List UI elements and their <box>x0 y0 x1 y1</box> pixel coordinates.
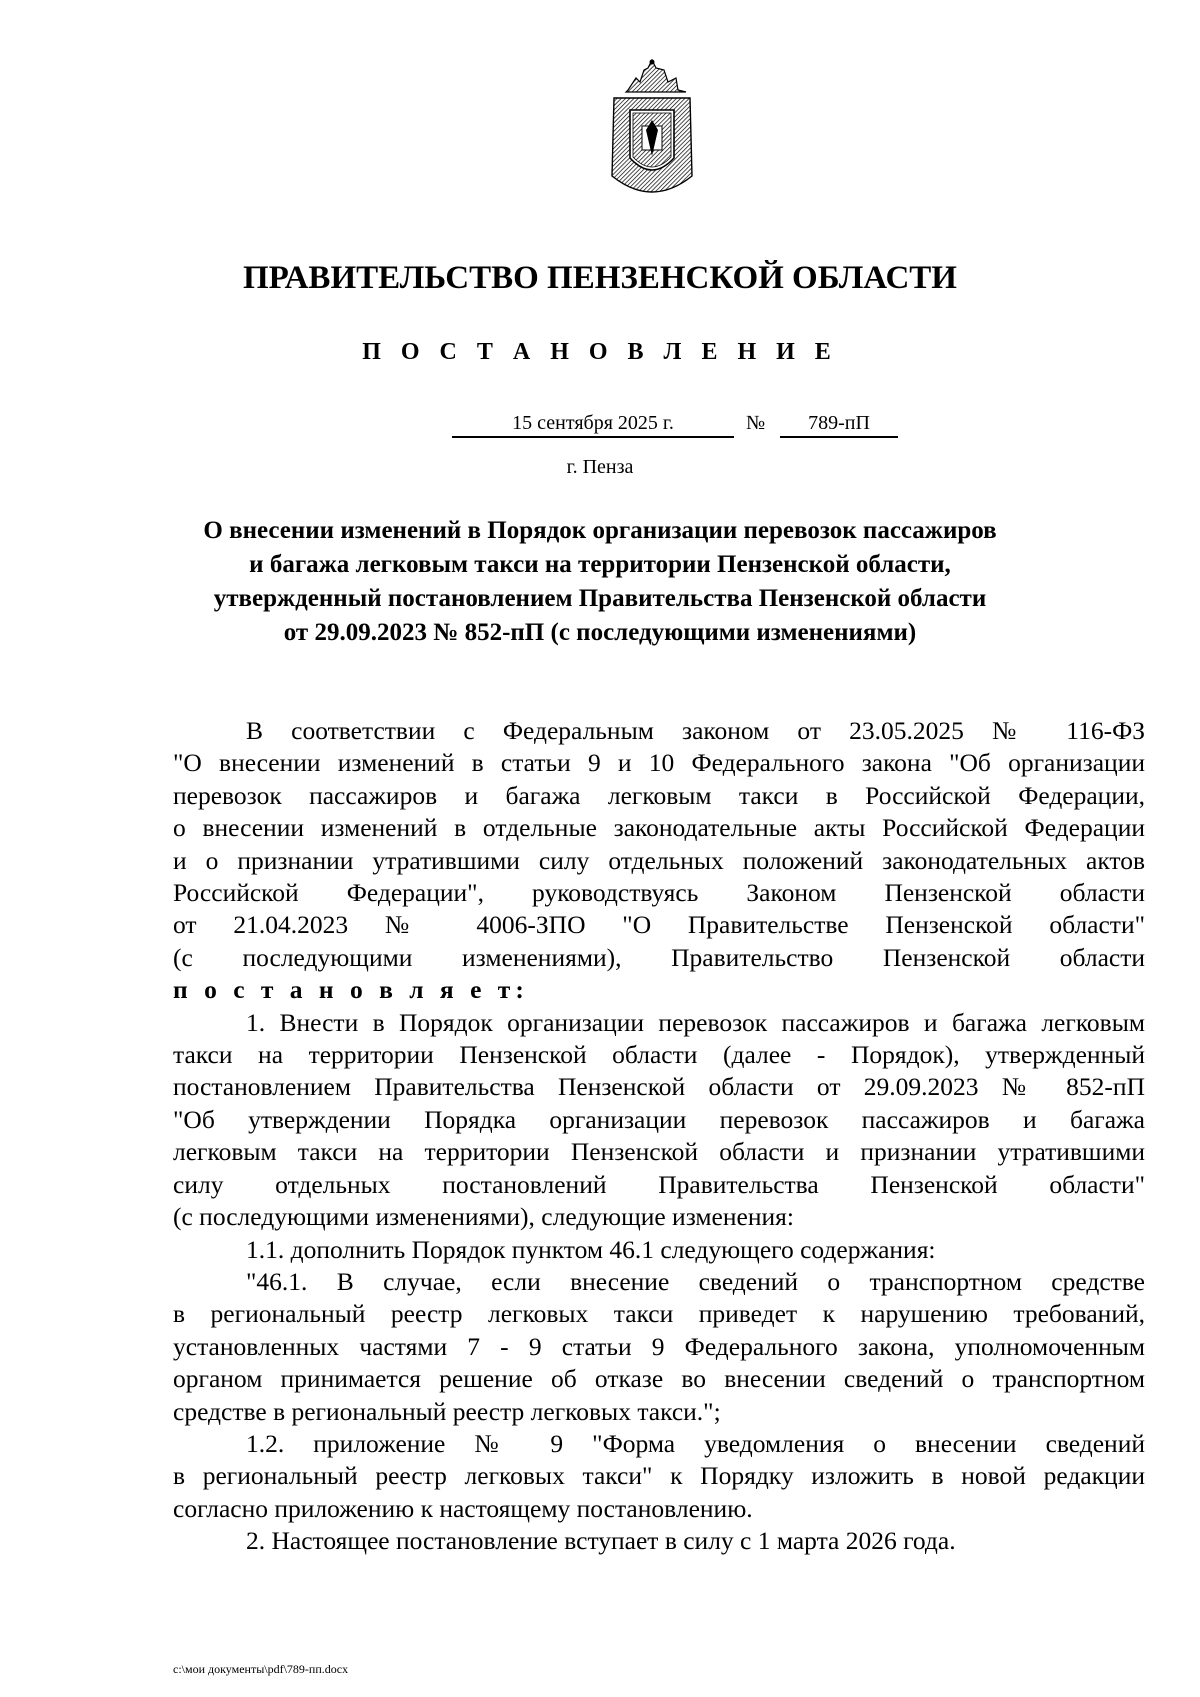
body-line: установленных частями 7 - 9 статьи 9 Федерального закона, уполномоченным <box>173 1331 1145 1361</box>
preamble-paragraph <box>173 715 1145 1007</box>
body-line: (с последующими изменениями), Правительство Пензенской области <box>173 942 1145 972</box>
body-line: Российской Федерации", руководствуясь Законом Пензенской области <box>173 878 1145 908</box>
body-line: и о признании утратившими силу отдельных положений законодательных актов <box>173 845 1145 875</box>
body-line: 2. Настоящее постановление вступает в силу с 1 марта 2026 года. <box>246 1526 956 1556</box>
item-1-2-paragraph <box>173 1428 1145 1525</box>
body-line: согласно приложению к настоящему постановлению. <box>173 1493 753 1523</box>
document-number: 789-пП <box>780 410 898 438</box>
body-line: легковым такси на территории Пензенской области и признании утратившими <box>173 1137 1145 1167</box>
item-1-paragraph <box>173 1007 1145 1234</box>
body-line: в региональный реестр легковых такси" к Порядку изложить в новой редакции <box>173 1461 1145 1491</box>
subject-line: от 29.09.2023 № 852-пП (с последующими изменениями) <box>283 619 917 646</box>
subject-line: утвержденный постановлением Правительства Пензенской области <box>213 585 987 612</box>
body-line: "О внесении изменений в статьи 9 и 10 Федерального закона "Об организации <box>173 748 1145 778</box>
document-subject <box>160 514 1040 650</box>
body-line: 1.1. дополнить Порядок пунктом 46.1 следующего содержания: <box>246 1234 936 1264</box>
document-type: П О С Т А Н О В Л Е Н И Е <box>362 339 838 365</box>
item-1-1-paragraph <box>173 1234 1145 1266</box>
coat-of-arms-icon <box>606 58 698 208</box>
body-line: "Об утверждении Порядка организации перевозок пассажиров и багажа <box>173 1104 1145 1134</box>
body-line: от 21.04.2023 № 4006-ЗПО "О Правительстве Пензенской области" <box>173 910 1145 940</box>
resolves-word: п о с т а н о в л я е т: <box>173 975 529 1005</box>
body-line: 1. Внести в Порядок организации перевозок пассажиров и багажа легковым <box>246 1007 1145 1037</box>
body-line: В соответствии с Федеральным законом от 23.05.2025 № 116-ФЗ <box>246 716 1145 745</box>
body-line: такси на территории Пензенской области (далее - Порядок), утвержденный <box>173 1040 1145 1070</box>
body-line: перевозок пассажиров и багажа легковым такси в Российской Федерации, <box>173 780 1145 810</box>
file-path: c:\мои документы\pdf\789-пп.docx <box>173 1662 349 1676</box>
body-line: силу отдельных постановлений Правительства Пензенской области" <box>173 1169 1145 1199</box>
body-line: "46.1. В случае, если внесение сведений о транспортном средстве <box>246 1266 1145 1296</box>
body-line: постановлением Правительства Пензенской области от 29.09.2023 № 852-пП <box>173 1072 1145 1102</box>
item-46-1-paragraph <box>173 1266 1145 1428</box>
body-line: 1.2. приложение № 9 "Форма уведомления о внесении сведений <box>246 1428 1145 1458</box>
body-line: (с последующими изменениями), следующие изменения: <box>173 1202 794 1232</box>
number-sign: № <box>746 412 766 434</box>
document-body <box>173 715 1145 1558</box>
body-line: органом принимается решение об отказе во внесении сведений о транспортном <box>173 1364 1145 1394</box>
subject-line: и багажа легковым такси на территории Пензенской области, <box>249 551 951 578</box>
document-date: 15 сентября 2025 г. <box>452 410 734 438</box>
item-2-paragraph <box>173 1525 1145 1557</box>
body-line: о внесении изменений в отдельные законодательные акты Российской Федерации <box>173 813 1145 843</box>
body-line: средстве в региональный реестр легковых такси."; <box>173 1396 721 1426</box>
city: г. Пенза <box>566 456 634 478</box>
body-line: в региональный реестр легковых такси приведет к нарушению требований, <box>173 1299 1145 1329</box>
organization-title: ПРАВИТЕЛЬСТВО ПЕНЗЕНСКОЙ ОБЛАСТИ <box>243 260 957 296</box>
subject-line: О внесении изменений в Порядок организации перевозок пассажиров <box>203 517 997 544</box>
